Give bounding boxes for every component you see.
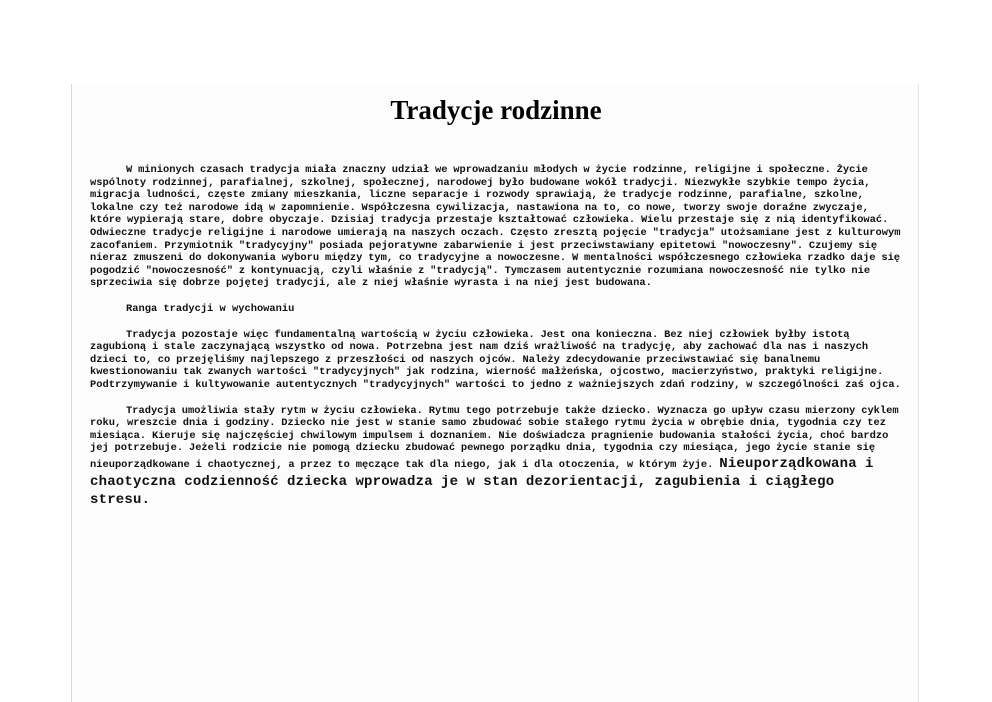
paragraph-tradition-rhythm — [90, 405, 902, 509]
paragraph-intro: W minionych czasach tradycja miała znaczny udział we wprowadzaniu młodych w życie rodzinne, religijne i społeczne. Życie wspólnoty rodzinnej, parafialnej, szkolnej, społecznej, narodowej było budowane wokół tradycji. Niezwykłe szybkie tempo życia, migracja ludności, częste zmiany mieszkania, liczne separacje i rozwody sprawiają, że tradycje rodzinne, parafialne, szkolne, lokalne czy też narodowe idą w zapomnienie. Współczesna cywilizacja, nastawiona na to, co nowe, tworzy swoje doraźne zwyczaje, które wypierają stare, dobre obyczaje. Dzisiaj tradycja przestaje kształtować człowieka. Wielu przestaje się z nią identyfikować. Odwieczne tradycje religijne i narodowe umierają na naszych oczach. Często zresztą pojęcie "tradycja" utożsamiane jest z kulturowym zacofaniem. Przymiotnik "tradycyjny" posiada pejoratywne zabarwienie i jest przeciwstawiany epitetowi "nowoczesny". Czujemy się nieraz zmuszeni do dokonywania wyboru między tym, co tradycyjne a nowoczesne. W mentalności współczesnego człowieka rzadko daje się pogodzić "nowoczesność" z kontynuacją, czyli właśnie z "tradycją". Tymczasem autentycznie rozumiana nowoczesność nie tylko nie sprzeciwia się dobrze pojętej tradycji, ale z niej właśnie wyrasta i na niej jest budowana. — [90, 164, 901, 290]
paragraph-tradition-value: Tradycja pozostaje więc fundamentalną wartością w życiu człowieka. Jest ona konieczna. Bez niej człowiek byłby istotą zagubioną i stale zaczynającą wszystko od nowa. Potrzebna jest nam dziś wrażliwość na tradycję, aby zachować dla nas i naszych dzieci to, co przejęliśmy najlepszego z przeszłości od naszych ojców. Należy zdecydowanie przeciwstawiać się banalnemu kwestionowaniu tak zwanych wartości "tradycyjnych" jak rodzina, wierność małżeńska, ojcostwo, macierzyństwo, praktyki religijne. Podtrzymywanie i kultywowanie autentycznych "tradycyjnych" wartości to jedno z ważniejszych zdań rodziny, w szczególności zaś ojca. — [90, 328, 901, 391]
paragraph-rhythm-text: Tradycja umożliwia stały rytm w życiu człowieka. Rytmu tego potrzebuje także dziecko. Wyznacza go upływ czasu mierzony cyklem roku, wreszcie dnia i godziny. Dziecko nie jest w stanie samo zbudować sobie stałego rytmu życia w obrębie dnia, tygodnia czy tez miesiąca. Kieruje się najczęściej chwilowym impulsem i doznaniem. Nie doświadcza pragnienie budowania stałości życia, choć bardzo jej potrzebuje. Jeżeli rodzicie nie pomogą dziecku zbudować pewnego porządku dnia, tygodnia czy miesiąca, jego życie stanie się nieuporządkowane i chaotycznej, a przez to męczące tak dla niego, jak i dla otoczenia, w którym żyje. — [90, 404, 899, 471]
document-title: Tradycje rodzinne — [390, 95, 602, 125]
document-body — [90, 164, 902, 522]
section-heading: Ranga tradycji w wychowaniu — [126, 302, 295, 315]
emphasized-conclusion: Nieuporządkowana i chaotyczna codzienność dziecka wprowadza je w stan dezorientacji, zagubienia i ciągłego stresu. — [90, 455, 874, 508]
